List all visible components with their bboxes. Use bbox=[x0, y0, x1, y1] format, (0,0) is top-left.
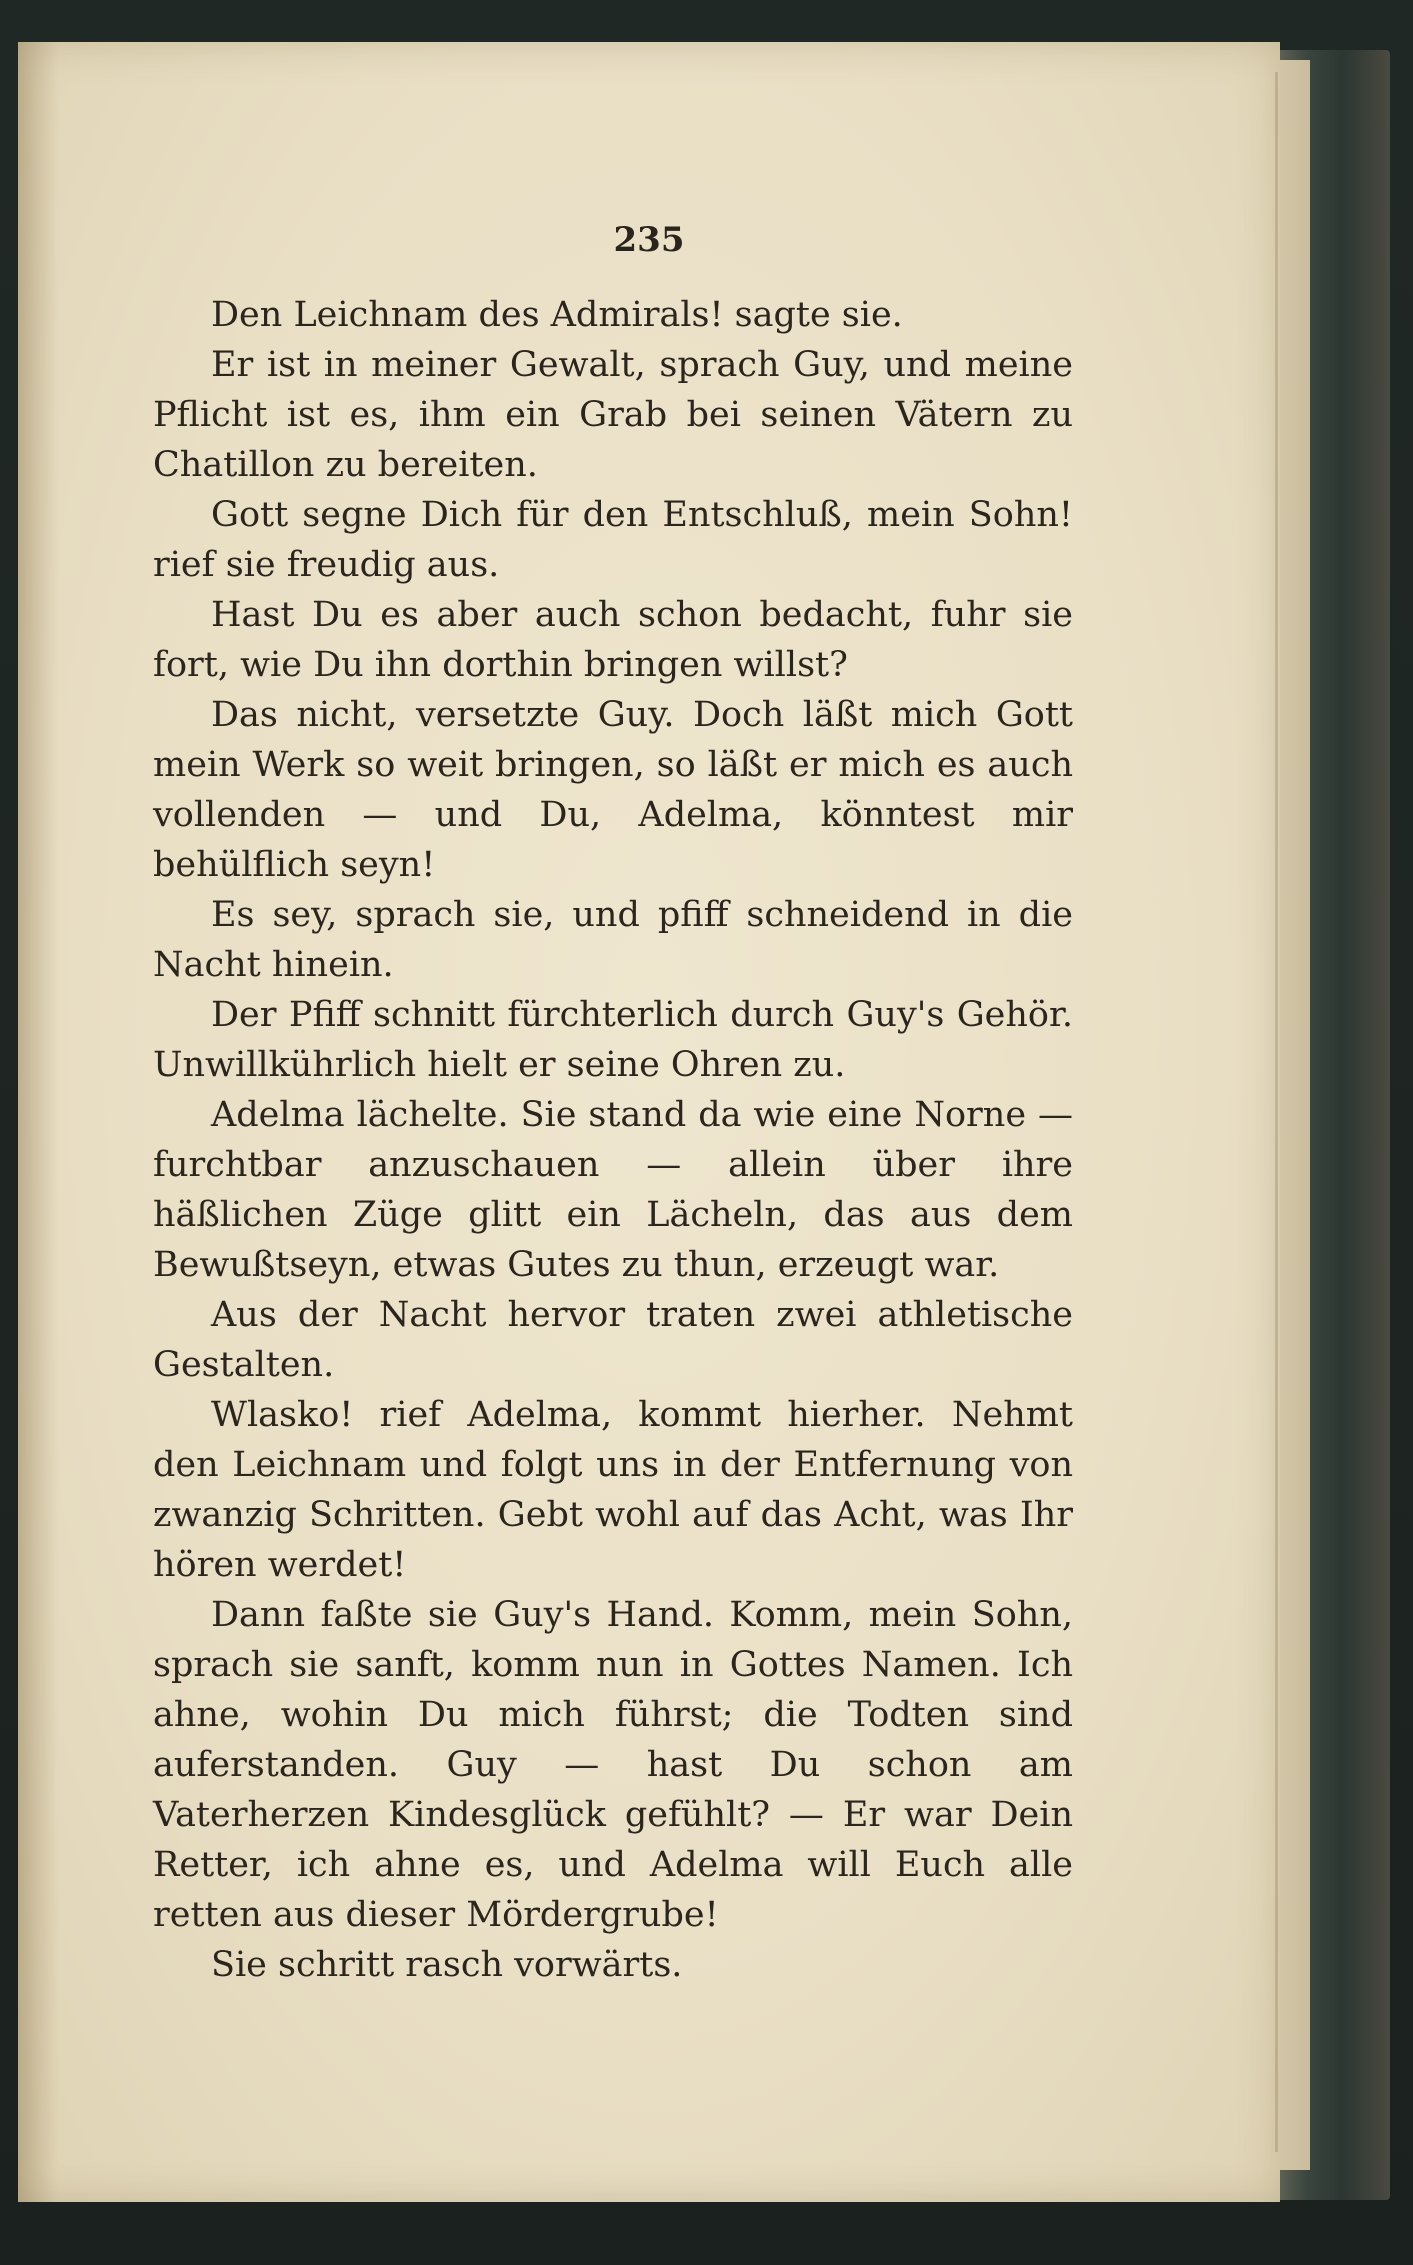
book-page bbox=[18, 42, 1280, 2202]
paragraph: Es sey, sprach sie, und pfiff schneidend in die Nacht hinein. bbox=[153, 895, 1073, 985]
paragraph: Der Pfiff schnitt fürchterlich durch Guy's Gehör. Unwillkührlich hielt er seine Ohren zu. bbox=[153, 995, 1073, 1085]
paragraph: Er ist in meiner Gewalt, sprach Guy, und meine Pflicht ist es, ihm ein Grab bei seinen Vätern zu Chatillon zu bereiten. bbox=[153, 345, 1073, 485]
gutter-shade bbox=[18, 42, 58, 2202]
paragraph: Aus der Nacht hervor traten zwei athletische Gestalten. bbox=[153, 1295, 1073, 1385]
page-edge bbox=[1275, 72, 1278, 2152]
paragraph: Sie schritt rasch vorwärts. bbox=[211, 1945, 683, 1985]
body-text bbox=[153, 290, 1073, 1990]
paragraph: Adelma lächelte. Sie stand da wie eine Norne — furchtbar anzuschauen — allein über ihre häßlichen Züge glitt ein Lächeln, das aus dem Bewußtseyn, etwas Gutes zu thun, erzeugt war. bbox=[153, 1095, 1073, 1285]
paragraph: Wlasko! rief Adelma, kommt hierher. Nehmt den Leichnam und folgt uns in der Entfernung von zwanzig Schritten. Gebt wohl auf das Acht, was Ihr hören werdet! bbox=[153, 1395, 1073, 1585]
page-number: 235 bbox=[613, 220, 685, 260]
paragraph: Das nicht, versetzte Guy. Doch läßt mich Gott mein Werk so weit bringen, so läßt er mich es auch vollenden — und Du, Adelma, könntest mir behülflich seyn! bbox=[153, 695, 1073, 885]
paragraph: Hast Du es aber auch schon bedacht, fuhr sie fort, wie Du ihn dorthin bringen willst? bbox=[153, 595, 1073, 685]
paragraph: Gott segne Dich für den Entschluß, mein Sohn! rief sie freudig aus. bbox=[153, 495, 1073, 585]
paragraph: Dann faßte sie Guy's Hand. Komm, mein Sohn, sprach sie sanft, komm nun in Gottes Namen. Ich ahne, wohin Du mich führst; die Todten sind auferstanden. Guy — hast Du schon am Vaterherzen Kindesglück gefühlt? — Er war Dein Retter, ich ahne es, und Adelma will Euch alle retten aus dieser Mördergrube! bbox=[153, 1595, 1073, 1935]
paragraph: Den Leichnam des Admirals! sagte sie. bbox=[211, 295, 903, 335]
